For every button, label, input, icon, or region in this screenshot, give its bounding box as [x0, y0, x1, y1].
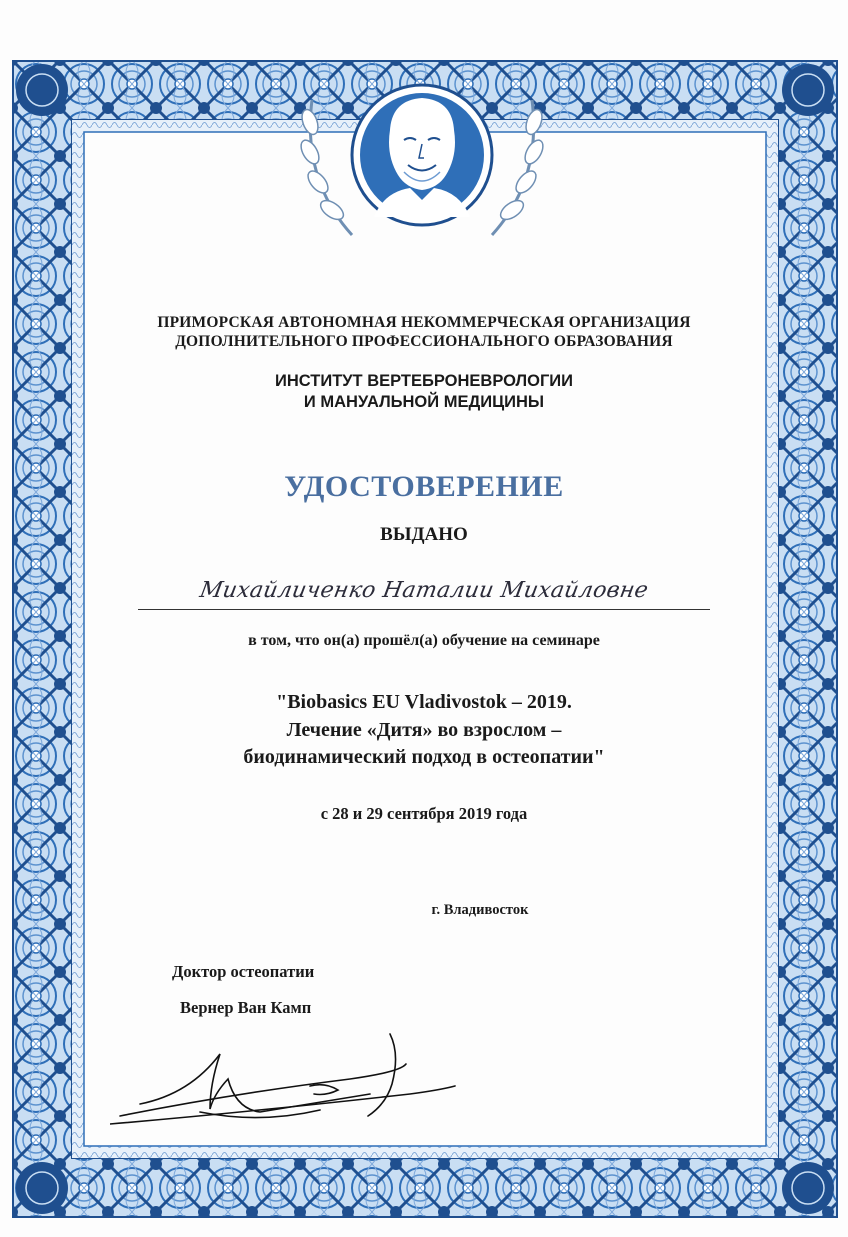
completion-statement: в том, что он(а) прошёл(а) обучение на семинаре [248, 632, 600, 649]
recipient-underline [138, 609, 710, 610]
issued-label: ВЫДАНО [380, 524, 468, 545]
signer-title: Доктор остеопатии [172, 962, 315, 981]
city: г. Владивосток [431, 902, 529, 918]
course-title-line-2: Лечение «Дитя» во взрослом – [286, 719, 562, 741]
signature-icon [110, 1024, 470, 1134]
recipient-field [138, 578, 710, 612]
document-title: УДОСТОВЕРЕНИЕ [284, 470, 564, 503]
course-dates: с 28 и 29 сентября 2019 года [320, 804, 528, 823]
institute-line-1: ИНСТИТУТ ВЕРТЕБРОНЕВРОЛОГИИ [274, 372, 574, 390]
course-title-line-3: биодинамический подход в остеопатии" [243, 746, 605, 768]
recipient-name: Михайличенко Наталии Михайловне [197, 578, 651, 603]
course-title-line-1: "Biobasics EU Vladivostok – 2019. [276, 691, 572, 713]
signer-name: Вернер Ван Камп [180, 998, 312, 1017]
hippocrates-medallion-icon [352, 85, 492, 225]
institute-line-2: И МАНУАЛЬНОЙ МЕДИЦИНЫ [303, 393, 545, 411]
organization-line-1: ПРИМОРСКАЯ АВТОНОМНАЯ НЕКОММЕРЧЕСКАЯ ОРГАНИЗАЦИЯ [157, 314, 691, 331]
organization-line-2: ДОПОЛНИТЕЛЬНОГО ПРОФЕССИОНАЛЬНОГО ОБРАЗОВАНИЯ [175, 333, 673, 350]
